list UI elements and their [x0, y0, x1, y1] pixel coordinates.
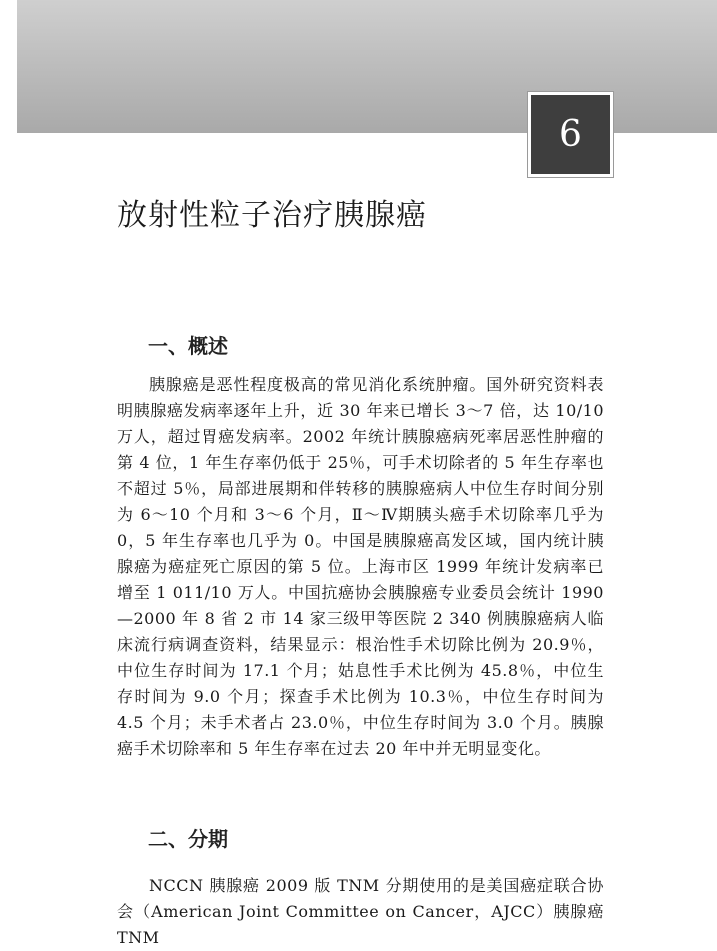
chapter-number-box [528, 92, 613, 177]
chapter-number: 6 [559, 114, 582, 155]
section-heading-overview: 一、概述 [148, 334, 228, 358]
overview-paragraph: 胰腺癌是恶性程度极高的常见消化系统肿瘤。国外研究资料表明胰腺癌发病率逐年上升，近 30 年来已增长 3～7 倍，达 10/10 万人，超过胃癌发病率。2002 年统计胰腺癌病死率居恶性肿瘤的第 4 位，1 年生存率仍低于 25％，可手术切除者的 5 年生存率也不超过 5％，局部进展期和伴转移的胰腺癌病人中位生存时间分别为 6～10 个月和 3～6 个月，Ⅱ～Ⅳ期胰头癌手术切除率几乎为 0，5 年生存率也几乎为 0。中国是胰腺癌高发区域，国内统计胰腺癌为癌症死亡原因的第 5 位。上海市区 1999 年统计发病率已增至 1 011/10 万人。中国抗癌协会胰腺癌专业委员会统计 1990—2000 年 8 省 2 市 14 家三级甲等医院 2 340 例胰腺癌病人临床流行病调查资料，结果显示：根治性手术切除比例为 20.9％，中位生存时间为 17.1 个月；姑息性手术比例为 45.8％，中位生存时间为 9.0 个月；探查手术比例为 10.3％，中位生存时间为 4.5 个月；未手术者占 23.0％，中位生存时间为 3.0 个月。胰腺癌手术切除率和 5 年生存率在过去 20 年中并无明显变化。 [117, 375, 604, 758]
section-heading-staging: 二、分期 [148, 827, 228, 851]
staging-paragraph: NCCN 胰腺癌 2009 版 TNM 分期使用的是美国癌症联合协会（American Joint Committee on Cancer，AJCC）胰腺癌 TNM [117, 876, 604, 947]
chapter-title: 放射性粒子治疗胰腺癌 [117, 198, 427, 233]
